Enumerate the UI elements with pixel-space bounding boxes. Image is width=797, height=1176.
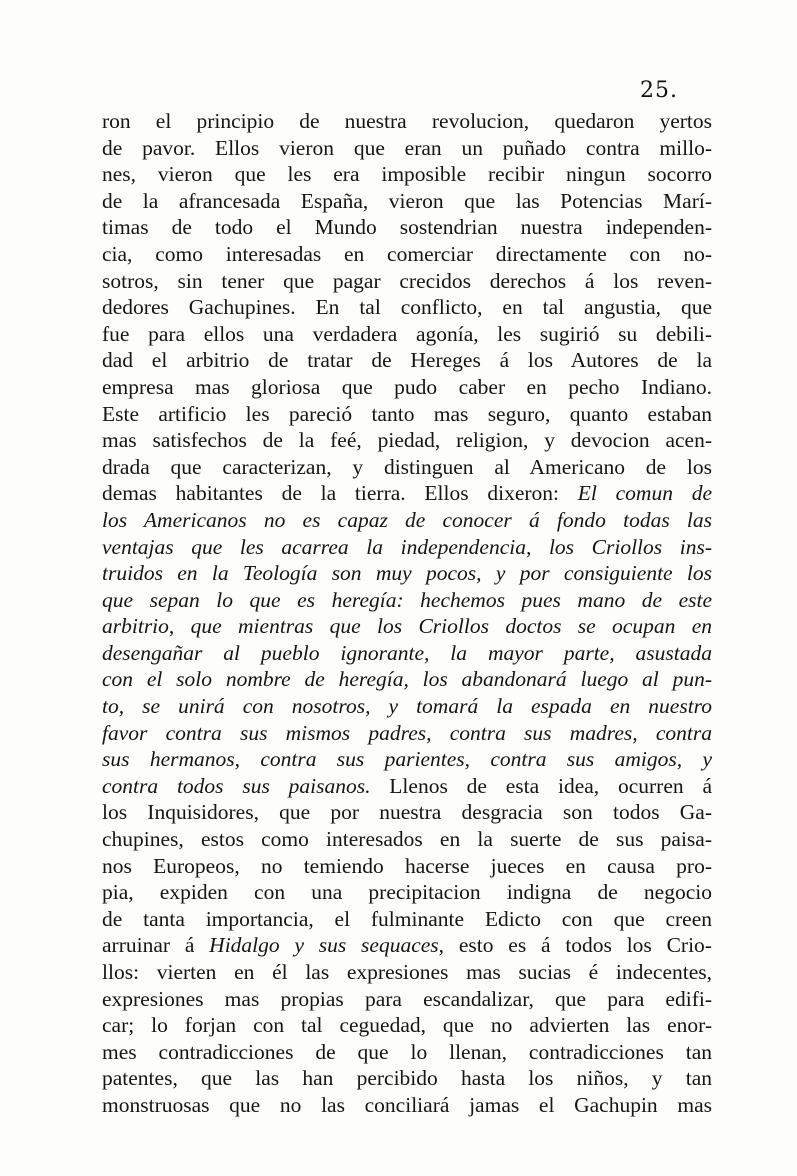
text-line: ron el principio de nuestra revolucion, quedaron yertos (102, 109, 712, 133)
text-line: to, se unirá con nosotros, y tomará la espada en nuestro (102, 694, 712, 719)
text-line: Este artificio les pareció tanto mas seguro, quanto estaban (102, 401, 712, 426)
text-line: fue para ellos una verdadera agonía, les sugirió su debili- (102, 321, 712, 346)
body-text (102, 108, 712, 1119)
text-line: car; lo forjan con tal ceguedad, que no advierten las enor- (102, 1013, 712, 1038)
roman-text: arruinar á (102, 933, 210, 958)
text-line: dad el arbitrio de tratar de Hereges á los Autores de la (102, 348, 712, 373)
text-line: nos Europeos, no temiendo hacerse jueces en causa pro- (102, 853, 712, 878)
text-line: dedores Gachupines. En tal conflicto, en tal angustia, que (102, 295, 712, 320)
text-line: drada que caracterizan, y distinguen al Americano de los (102, 454, 712, 479)
italic-text: El comun de (577, 481, 712, 506)
text-line: llos: vierten en él las expresiones mas sucias é indecentes, (102, 960, 712, 984)
text-line: los Americanos no es capaz de conocer á fondo todas las (102, 507, 712, 532)
text-line: empresa mas gloriosa que pudo caber en pecho Indiano. (102, 374, 712, 399)
text-line: mas satisfechos de la feé, piedad, religion, y devocion acen- (102, 428, 712, 453)
roman-text: demas habitantes de la tierra. Ellos dixeron: (102, 481, 578, 506)
text-line: desengañar al pueblo ignorante, la mayor parte, asustada (102, 640, 712, 665)
text-line: arbitrio, que mientras que los Criollos doctos se ocupan en (102, 614, 712, 639)
text-line (102, 773, 712, 800)
text-line: monstruosas que no las conciliará jamas el Gachupin mas (102, 1092, 712, 1117)
text-line: con el solo nombre de heregía, los abandonará luego al pun- (102, 667, 712, 692)
text-line: los Inquisidores, que por nuestra desgracia son todos Ga- (102, 800, 712, 825)
text-line: cia, como interesadas en comerciar directamente con no- (102, 241, 712, 266)
text-line: de tanta importancia, el fulminante Edicto con que creen (102, 906, 712, 931)
text-line: ventajas que les acarrea la independencia, los Criollos ins- (102, 534, 712, 559)
italic-text: Hidalgo y sus sequaces (209, 933, 439, 958)
text-line: chupines, estos como interesados en la suerte de sus paisa- (102, 827, 712, 852)
text-line: pia, expiden con una precipitacion indigna de negocio (102, 880, 712, 905)
text-line: timas de todo el Mundo sostendrian nuestra independen- (102, 215, 712, 240)
text-line: que sepan lo que es heregía: hechemos pues mano de este (102, 587, 712, 612)
text-line: patentes, que las han percibido hasta los niños, y tan (102, 1066, 712, 1091)
text-line: sus hermanos, contra sus parientes, contra sus amigos, y (102, 747, 712, 772)
text-line: favor contra sus mismos padres, contra sus madres, contra (102, 720, 712, 745)
roman-text: , esto es á todos los Crio- (438, 933, 712, 958)
text-line (102, 480, 712, 507)
text-line: nes, vieron que les era imposible recibir ningun socorro (102, 162, 712, 187)
text-line (102, 932, 712, 959)
text-line: mes contradicciones de que lo llenan, contradicciones tan (102, 1039, 712, 1064)
text-line: truidos en la Teología son muy pocos, y por consiguiente los (102, 561, 712, 586)
text-line: de la afrancesada España, vieron que las Potencias Marí- (102, 188, 712, 213)
text-line: de pavor. Ellos vieron que eran un puñado contra millo- (102, 135, 712, 160)
text-line: sotros, sin tener que pagar crecidos derechos á los reven- (102, 268, 712, 293)
page-number: 25. (640, 78, 678, 103)
roman-text: Llenos de esta idea, ocurren á (370, 773, 712, 798)
text-line: expresiones mas propias para escandalizar, que para edifi- (102, 986, 712, 1011)
italic-text: contra todos sus paisanos. (102, 773, 371, 798)
